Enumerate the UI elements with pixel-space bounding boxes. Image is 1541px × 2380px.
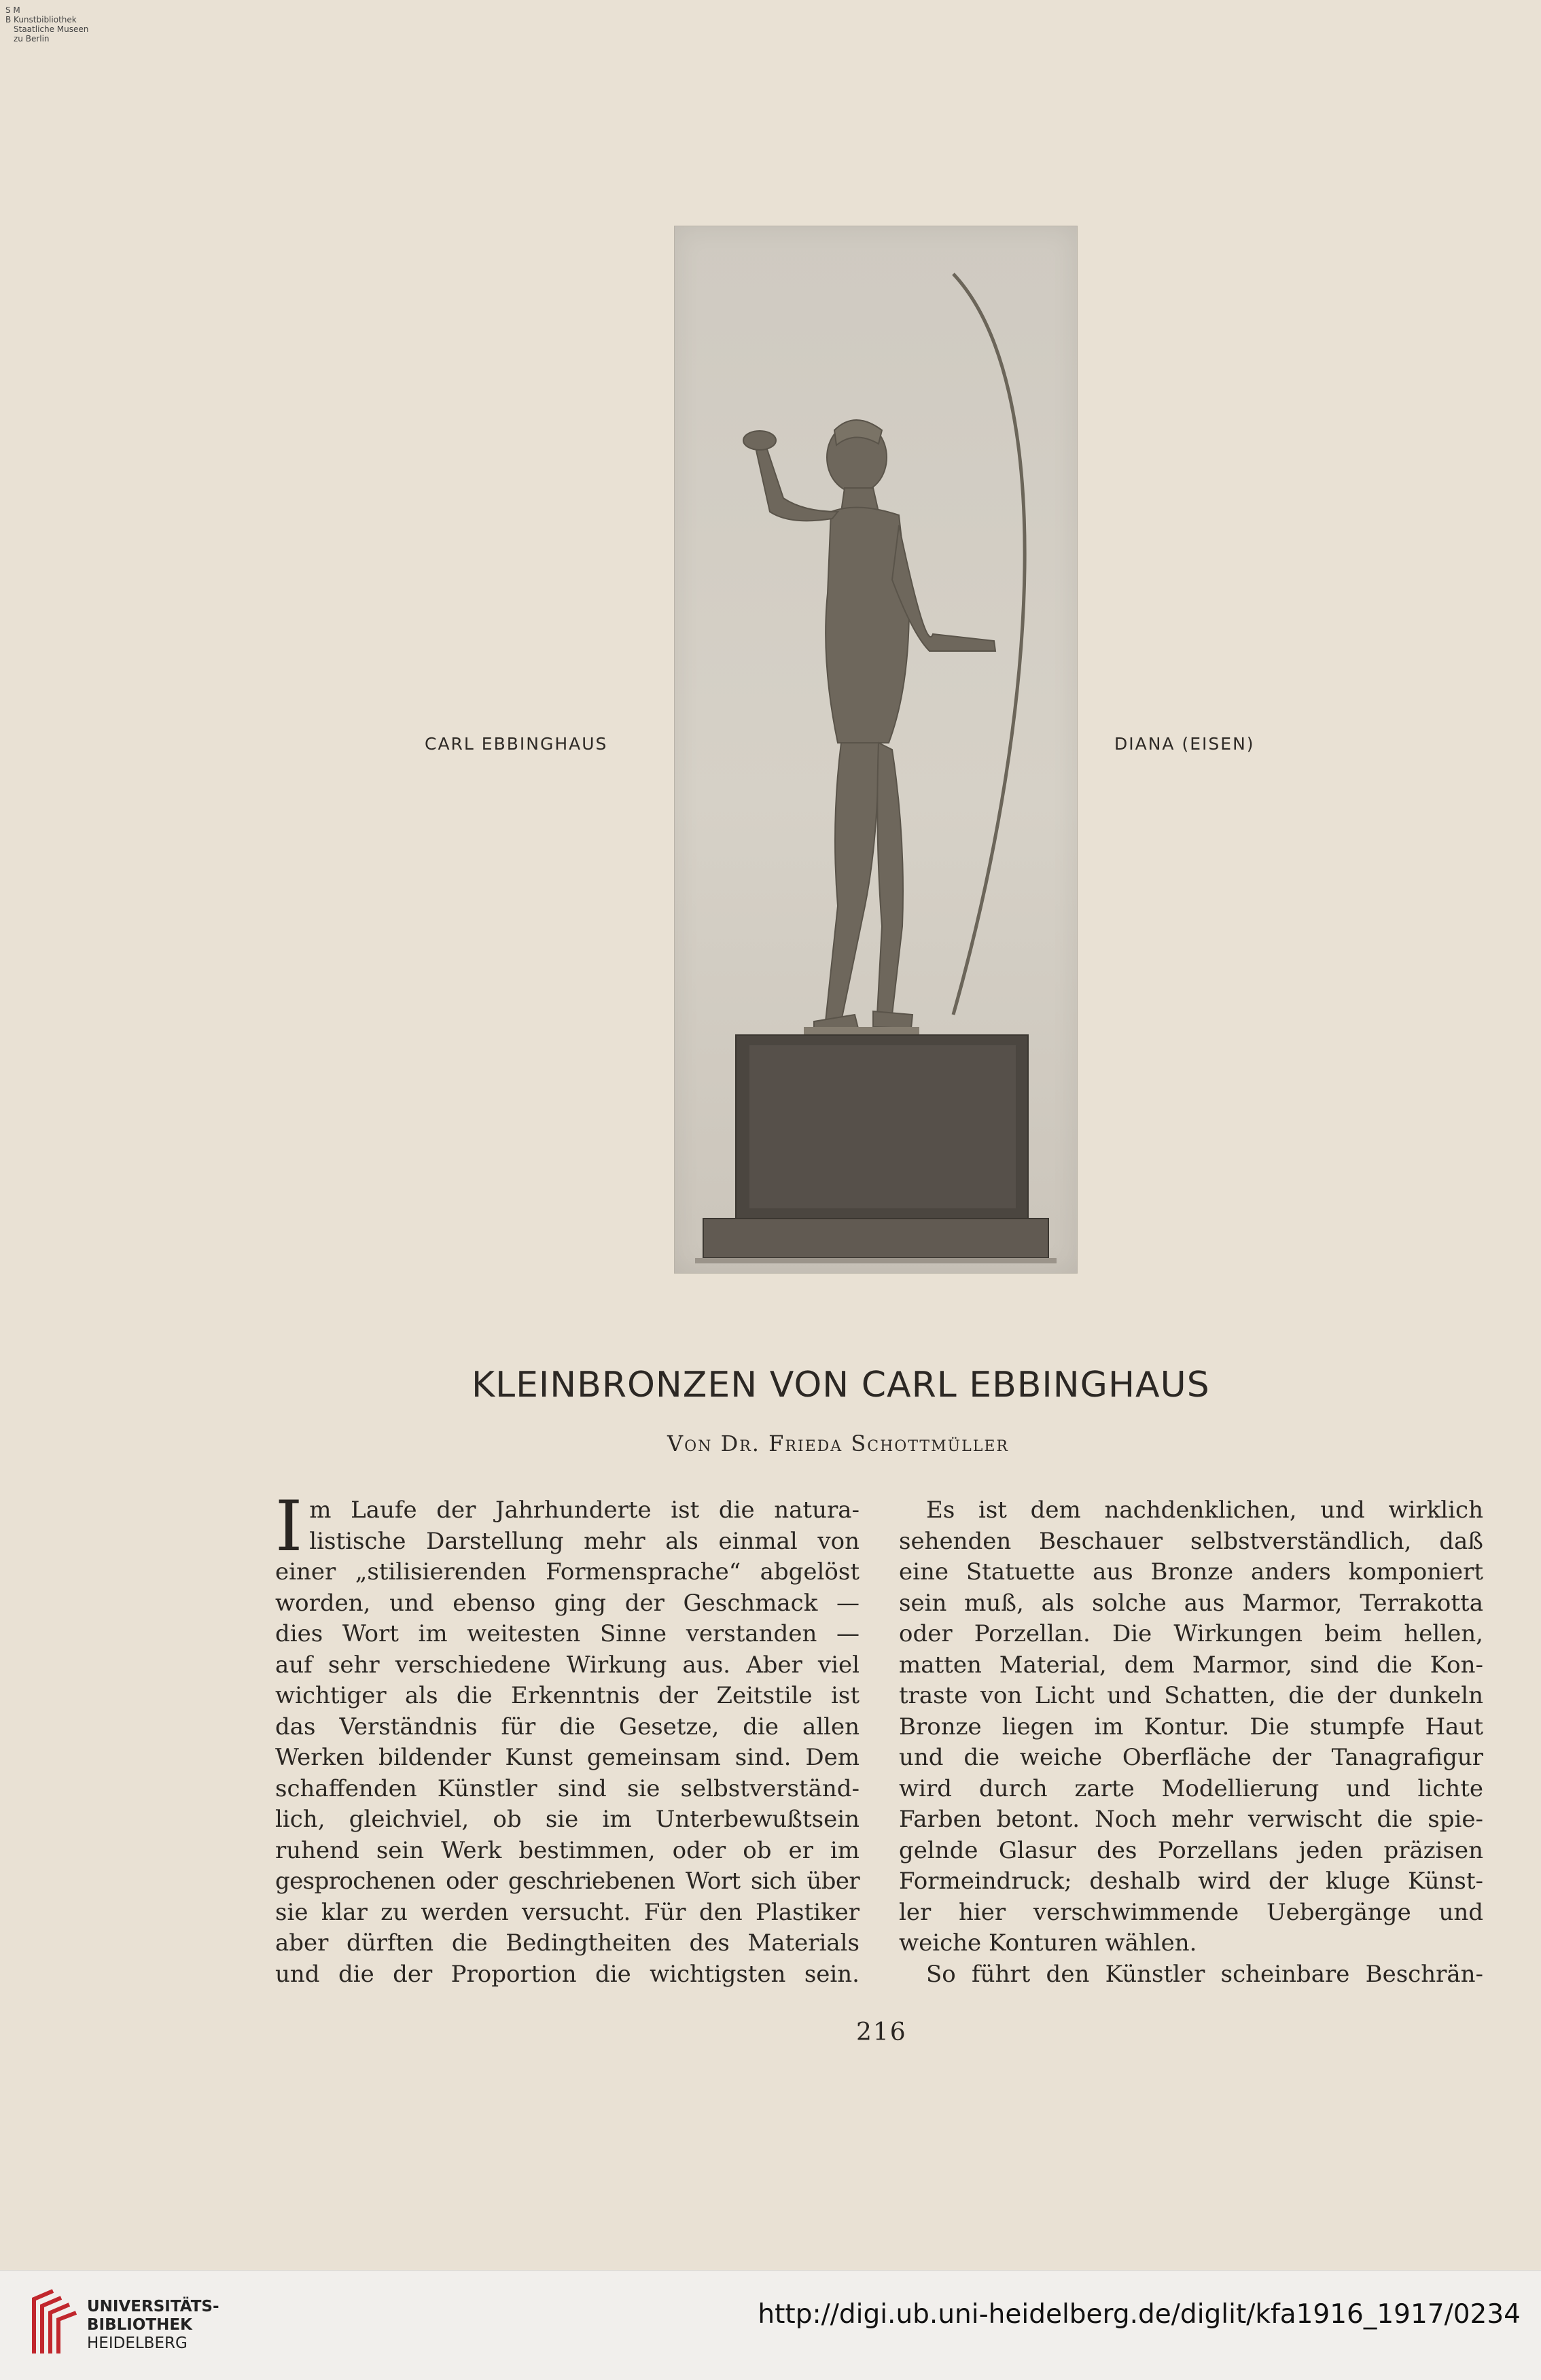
text-line: lich, gleichviel, ob sie im Unterbewußtsein [275,1806,860,1833]
drop-cap: I [275,1486,303,1567]
article-title: KLEINBRONZEN VON CARL EBBINGHAUS [472,1365,1210,1405]
text-line: listische Darstellung mehr als einmal von [309,1527,860,1555]
text-line: Bronze liegen im Kontur. Die stumpfe Haut [899,1713,1483,1740]
text-line: matten Material, dem Marmor, sind die Kon- [899,1651,1483,1679]
library-stamp [5,5,88,43]
article-byline: Von Dr. Frieda Schottmüller [667,1431,1009,1456]
page-number: 216 [856,2018,907,2046]
text-line: gesprochenen oder geschriebenen Wort sich über [275,1868,860,1895]
text-line: das Verständnis für die Gesetze, die allen [275,1713,860,1740]
stamp-line: B Kunstbibliothek [5,15,77,24]
library-logo-icon [19,2286,80,2360]
stamp-line: Staatliche Museen [14,24,89,34]
figure-caption-title: DIANA (EISEN) [1114,734,1255,754]
text-line: Werken bildender Kunst gemeinsam sind. Dem [275,1744,860,1771]
document-url-link[interactable]: http://digi.ub.uni-heidelberg.de/diglit/kfa1916_1917/0234 [758,2299,1521,2330]
text-line: Formeindruck; deshalb wird der kluge Künst- [899,1868,1483,1895]
text-line: So führt den Künstler scheinbare Beschrän- [926,1960,1483,1988]
text-line: dies Wort im weitesten Sinne verstanden — [275,1620,860,1647]
text-line: eine Statuette aus Bronze anders komponiert [899,1558,1483,1586]
text-line: Es ist dem nachdenklichen, und wirklich [926,1497,1483,1524]
stamp-line: S M [5,5,20,15]
diana-statuette-illustration [675,226,1077,1273]
text-line: m Laufe der Jahrhunderte ist die natura- [309,1497,860,1524]
article-column-left [275,1486,860,1990]
text-line: ruhend sein Werk bestimmen, oder ob er im [275,1836,860,1864]
article-column-right [899,1495,1483,1990]
text-line: worden, und ebenso ging der Geschmack — [275,1589,860,1617]
library-name [87,2298,219,2353]
library-name-line: UNIVERSITÄTS- [87,2298,219,2315]
library-name-line: HEIDELBERG [87,2334,188,2352]
text-line: auf sehr verschiedene Wirkung aus. Aber viel [275,1651,860,1679]
text-line: schaffenden Künstler sind sie selbstverständ- [275,1774,860,1802]
library-name-line: BIBLIOTHEK [87,2316,192,2334]
text-line: sehenden Beschauer selbstverständlich, daß [899,1527,1483,1555]
text-line: oder Porzellan. Die Wirkungen beim hellen, [899,1620,1483,1647]
text-line: Farben betont. Noch mehr verwischt die spie- [899,1806,1483,1833]
stamp-line: zu Berlin [14,34,50,43]
text-line: sein muß, als solche aus Marmor, Terrakotta [899,1589,1483,1617]
figure-caption-artist: CARL EBBINGHAUS [425,734,608,754]
statue-photograph [674,226,1078,1274]
text-line: gelnde Glasur des Porzellans jeden präzisen [899,1836,1483,1864]
text-line: weiche Konturen wählen. [899,1929,1197,1957]
text-line: wichtiger als die Erkenntnis der Zeitstile ist [275,1682,860,1709]
text-line: sie klar zu werden versucht. Für den Plastiker [275,1898,860,1926]
text-line: und die der Proportion die wichtigsten sein. [275,1960,860,1988]
text-line: ler hier verschwimmende Uebergänge und [899,1898,1483,1926]
viewer-footer [0,2270,1541,2380]
text-line: wird durch zarte Modellierung und lichte [899,1774,1483,1802]
text-line: traste von Licht und Schatten, die der dunkeln [899,1682,1483,1709]
text-line: einer „stilisierenden Formensprache“ abgelöst [275,1558,860,1586]
text-line: und die weiche Oberfläche der Tanagrafigur [899,1744,1483,1771]
text-line: aber dürften die Bedingtheiten des Materials [275,1929,860,1957]
